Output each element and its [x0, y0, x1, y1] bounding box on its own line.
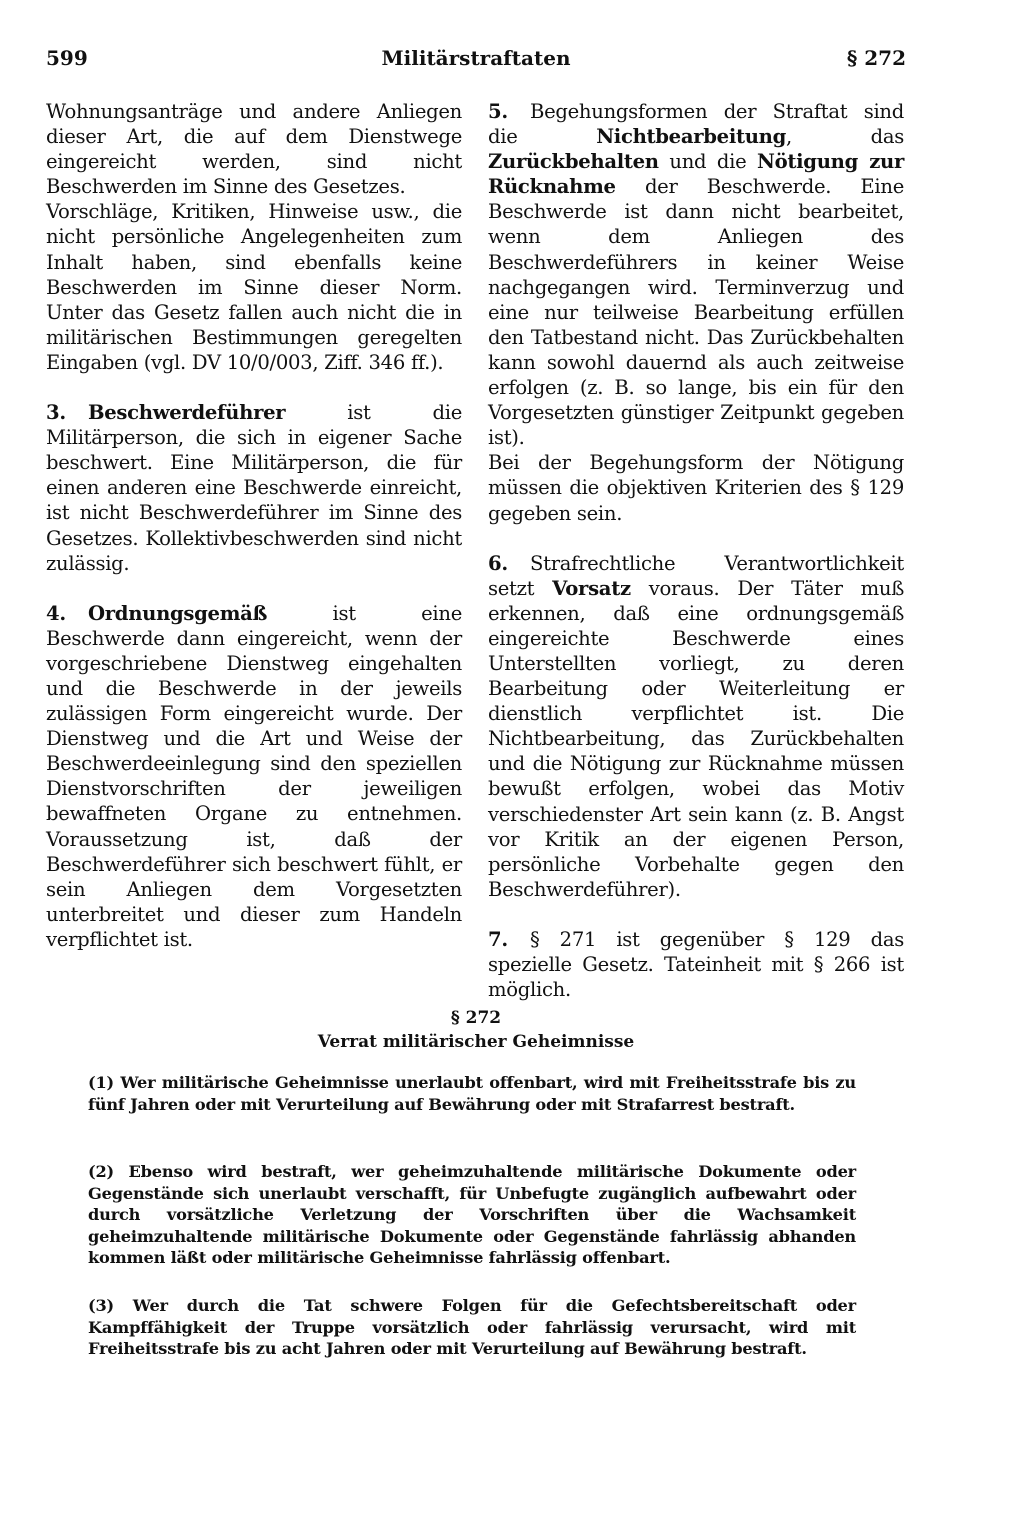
law-heading: [46, 1006, 906, 1054]
item-term: Nichtbearbeitung: [596, 125, 787, 149]
law-paragraph-text: (3) Wer durch die Tat schwere Folgen für die Gefechtsbereitschaft oder Kampffähigkeit der Truppe vorsätzlich oder fahrlässig verursacht, wird mit Freiheitsstrafe bis zu acht Jahren oder mit Verurteilung auf Bewährung bestraft.: [88, 1296, 856, 1359]
page-number: 599: [46, 46, 88, 70]
item-number: 7.: [488, 927, 508, 951]
paragraph-intro-2: Vorschläge, Kritiken, Hinweise usw., die nicht persönliche Angelegenheiten zum Inhalt haben, sind ebenfalls keine Beschwerden im Sinne dieser Norm. Unter das Gesetz fallen auch nicht die in militärischen Bestimmungen geregelten Eingaben (vgl. DV 10/0/003, Ziff. 346 ff.).: [46, 200, 462, 374]
item-term: Zurückbehalten: [488, 150, 659, 174]
paragraph-intro-1: Wohnungsanträge und andere Anliegen dieser Art, die auf dem Dienstwege eingereicht werden, sind nicht Beschwerden im Sinne des Gesetzes.: [46, 100, 462, 199]
item-5-continuation: Bei der Begehungsform der Nötigung müssen die objektiven Kriterien des § 129 gegeben sein.: [488, 451, 904, 525]
item-3: [46, 400, 462, 576]
item-4: [46, 601, 462, 952]
item-text: § 271 ist gegenüber § 129 das spezielle Gesetz. Tateinheit mit § 266 ist möglich.: [488, 927, 904, 1002]
item-text: der Beschwerde. Eine Beschwerde ist dann nicht bearbeitet, wenn dem Anliegen des Beschwerdeführers in keiner Weise nachgegangen wird. Terminverzug und eine nur teilweise Bearbeitung erfüllen den Tatbestand nicht. Das Zurückbehalten kann sowohl dauernd als auch zeitweise erfolgen (z. B. so lange, bis ein für den Vorgesetzten günstiger Zeitpunkt gegeben ist).: [488, 175, 904, 450]
running-header: [46, 46, 906, 76]
law-section-number: § 272: [450, 1008, 502, 1028]
item-number: 3.: [46, 401, 66, 425]
law-paragraph-text: (2) Ebenso wird bestraft, wer geheimzuhaltende militärische Dokumente oder Gegenstände sich unerlaubt verschafft, für Unbefugte zugänglich aufbewahrt oder durch vorsätzliche Verletzung der Vorschriften über die Wachsamkeit geheimzuhaltende militärische Dokumente oder Gegenstände fahrlässig abhanden kommen läßt oder militärische Geheimnisse fahrlässig offenbart.: [88, 1162, 856, 1268]
item-term: Beschwerdeführer: [88, 401, 286, 425]
item-term: Ordnungsgemäß: [88, 601, 268, 625]
header-section: § 272: [846, 46, 906, 70]
item-text: ist eine Beschwerde dann eingereicht, wenn der vorgeschriebene Dienstweg eingehalten und die Beschwerde in der jeweils zulässigen Form eingereicht wurde. Der Dienstweg und die Art und Weise der Beschwerdeeinlegung sind den speziellen Dienstvorschriften der jeweiligen bewaffneten Organe zu entnehmen. Voraussetzung ist, daß der Beschwerdeführer sich beschwert fühlt, er sein Anliegen dem Vorgesetzten unterbreitet und dieser zum Handeln verpflichtet ist.: [46, 601, 462, 951]
item-text: ist die Militärperson, die sich in eigener Sache beschwert. Eine Militärperson, die für einen anderen eine Beschwerde einreicht, ist nicht Beschwerdeführer im Sinne des Gesetzes. Kollektivbeschwerden sind nicht zulässig.: [46, 401, 462, 575]
law-paragraph-3: [88, 1295, 856, 1360]
item-5: [488, 99, 904, 450]
header-title: Militärstraftaten: [381, 46, 571, 70]
law-paragraph-text: (1) Wer militärische Geheimnisse unerlaubt offenbart, wird mit Freiheitsstrafe bis zu fünf Jahren oder mit Verurteilung auf Bewährung oder mit Strafarrest bestraft.: [88, 1073, 856, 1114]
law-title: Verrat militärischer Geheimnisse: [317, 1032, 635, 1052]
law-paragraph-2: [88, 1161, 856, 1269]
item-term: Nötigung zur Rücknahme: [488, 150, 904, 199]
law-paragraph-1: [88, 1072, 856, 1115]
right-column: [488, 99, 904, 1002]
item-number: 5.: [488, 100, 508, 123]
item-text: Begehungsformen der Straftat sind die: [488, 100, 904, 149]
item-number: 6.: [488, 551, 508, 575]
left-column: [46, 99, 462, 952]
item-7: [488, 927, 904, 1002]
item-text: und die: [658, 150, 758, 174]
item-6: [488, 551, 904, 902]
item-term: Vorsatz: [552, 576, 631, 600]
item-number: 4.: [46, 601, 66, 625]
item-text: , das: [786, 125, 904, 149]
item-text: voraus. Der Täter muß erkennen, daß eine ordnungsgemäß eingereichte Beschwerde eines Unterstellten vorliegt, zu deren Bearbeitung oder Weiterleitung er dienstlich verpflichtet ist. Die Nichtbearbeitung, das Zurückbehalten und die Nötigung zur Rücknahme müssen bewußt erfolgen, wobei das Motiv verschiedenster Art sein kann (z. B. Angst vor Kritik an der eigenen Person, persönliche Vorbehalte gegen den Beschwerdeführer).: [488, 576, 904, 901]
item-text: Strafrechtliche Verantwortlichkeit setzt: [488, 551, 904, 600]
